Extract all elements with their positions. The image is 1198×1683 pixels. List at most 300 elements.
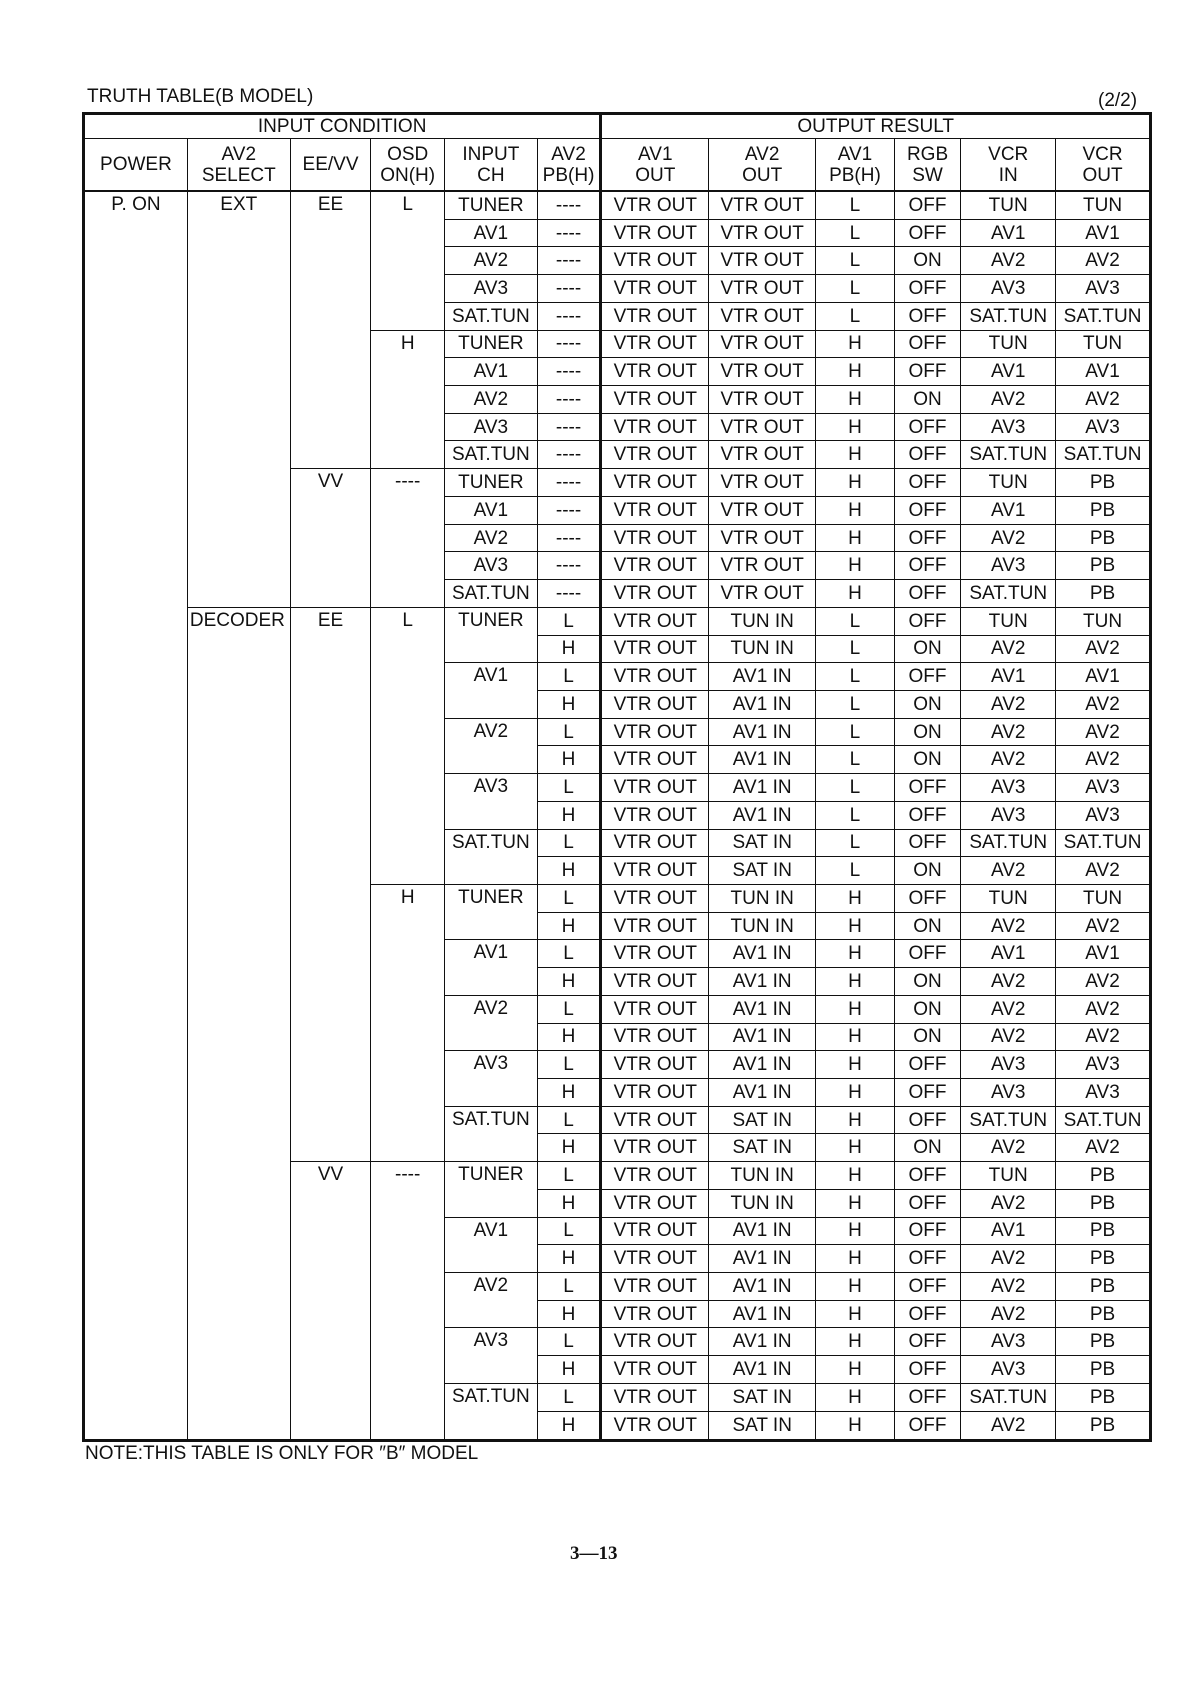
table-cell: PB xyxy=(1056,1356,1151,1384)
table-cell: L xyxy=(816,302,895,330)
table-row xyxy=(84,191,1151,219)
table-cell: PB xyxy=(1056,524,1151,552)
table-cell: AV3 xyxy=(444,552,537,580)
table-cell: L xyxy=(371,191,445,330)
table-row xyxy=(84,607,1151,635)
column-header-row xyxy=(84,139,1151,192)
table-cell: L xyxy=(537,884,601,912)
table-cell: H xyxy=(816,358,895,386)
page-title: TRUTH TABLE(B MODEL) xyxy=(87,86,314,107)
table-cell: SAT.TUN xyxy=(1056,441,1151,469)
table-cell: AV2 xyxy=(961,247,1056,275)
table-cell: AV3 xyxy=(961,1079,1056,1107)
table-cell: L xyxy=(537,995,601,1023)
column-header-line: CH xyxy=(477,164,505,186)
table-cell: PB xyxy=(1056,1189,1151,1217)
table-cell: VTR OUT xyxy=(601,884,709,912)
table-cell: L xyxy=(537,1328,601,1356)
table-cell: SAT.TUN xyxy=(444,441,537,469)
table-cell: L xyxy=(537,774,601,802)
table-cell: H xyxy=(816,524,895,552)
table-cell: TUN xyxy=(1056,191,1151,219)
table-cell: SAT.TUN xyxy=(444,1383,537,1440)
table-cell: AV2 xyxy=(1056,912,1151,940)
table-cell: VTR OUT xyxy=(601,1383,709,1411)
table-cell: H xyxy=(537,1356,601,1384)
table-cell: OFF xyxy=(894,496,961,524)
group-header-row xyxy=(84,114,1151,139)
table-cell: TUN IN xyxy=(709,1162,816,1190)
table-note: NOTE:THIS TABLE IS ONLY FOR ″B″ MODEL xyxy=(85,1443,479,1464)
table-cell: H xyxy=(537,1023,601,1051)
column-header xyxy=(537,139,601,192)
table-cell: OFF xyxy=(894,358,961,386)
table-cell: AV2 xyxy=(961,690,1056,718)
table-cell: AV1 IN xyxy=(709,968,816,996)
table-cell: H xyxy=(537,746,601,774)
column-header xyxy=(84,139,188,192)
table-cell: VTR OUT xyxy=(601,386,709,414)
table-cell: H xyxy=(816,995,895,1023)
table-cell: H xyxy=(816,1162,895,1190)
table-cell: TUN xyxy=(961,884,1056,912)
table-cell: AV2 xyxy=(1056,690,1151,718)
table-cell: OFF xyxy=(894,469,961,497)
table-cell: H xyxy=(816,1134,895,1162)
table-cell: VTR OUT xyxy=(601,191,709,219)
table-cell: VTR OUT xyxy=(601,552,709,580)
table-cell: OFF xyxy=(894,552,961,580)
table-cell: OFF xyxy=(894,1162,961,1190)
table-cell: VTR OUT xyxy=(601,746,709,774)
table-cell: TUN IN xyxy=(709,607,816,635)
table-cell: L xyxy=(816,219,895,247)
table-cell: VTR OUT xyxy=(601,801,709,829)
table-cell: VTR OUT xyxy=(709,441,816,469)
table-cell: AV1 xyxy=(444,496,537,524)
truth-table-body xyxy=(84,191,1151,1441)
table-cell: OFF xyxy=(894,607,961,635)
table-cell: ---- xyxy=(371,469,445,608)
table-cell: AV1 IN xyxy=(709,1023,816,1051)
column-header-line: IN xyxy=(998,164,1018,186)
table-cell: AV1 IN xyxy=(709,663,816,691)
table-cell: AV3 xyxy=(1056,413,1151,441)
table-cell: H xyxy=(537,1411,601,1440)
column-header xyxy=(816,139,895,192)
truth-table xyxy=(82,112,1152,1442)
table-cell: PB xyxy=(1056,469,1151,497)
table-cell: SAT.TUN xyxy=(961,1106,1056,1134)
table-cell: PB xyxy=(1056,1383,1151,1411)
table-cell: P. ON xyxy=(84,191,188,1441)
table-cell: DECODER xyxy=(187,607,290,1440)
table-cell: AV3 xyxy=(961,1328,1056,1356)
table-cell: TUNER xyxy=(444,191,537,219)
table-cell: H xyxy=(537,1245,601,1273)
column-header-line: ON(H) xyxy=(380,164,436,186)
column-header-line: AV1 xyxy=(837,143,873,165)
table-cell: AV1 xyxy=(1056,219,1151,247)
table-cell: OFF xyxy=(894,441,961,469)
table-cell: VTR OUT xyxy=(601,302,709,330)
table-cell: AV2 xyxy=(961,857,1056,885)
table-cell: SAT IN xyxy=(709,1411,816,1440)
table-cell: AV3 xyxy=(1056,1051,1151,1079)
page-number: 3—13 xyxy=(570,1543,618,1564)
table-cell: ON xyxy=(894,386,961,414)
table-cell: VTR OUT xyxy=(709,302,816,330)
table-cell: SAT.TUN xyxy=(961,1383,1056,1411)
table-cell: TUN xyxy=(961,1162,1056,1190)
table-cell: AV1 xyxy=(1056,940,1151,968)
table-cell: VTR OUT xyxy=(709,358,816,386)
table-cell: H xyxy=(537,1134,601,1162)
table-cell: ---- xyxy=(537,552,601,580)
column-header xyxy=(444,139,537,192)
table-cell: VTR OUT xyxy=(601,1189,709,1217)
table-cell: SAT.TUN xyxy=(961,829,1056,857)
table-cell: AV2 xyxy=(444,718,537,773)
column-header-line: POWER xyxy=(100,154,172,175)
table-cell: VTR OUT xyxy=(601,912,709,940)
table-cell: AV2 xyxy=(961,1189,1056,1217)
table-cell: OFF xyxy=(894,884,961,912)
table-cell: AV1 xyxy=(444,219,537,247)
table-cell: AV2 xyxy=(961,1273,1056,1301)
table-cell: TUNER xyxy=(444,330,537,358)
table-cell: AV2 xyxy=(961,718,1056,746)
table-cell: L xyxy=(816,774,895,802)
table-cell: ---- xyxy=(537,580,601,608)
table-cell: AV1 IN xyxy=(709,995,816,1023)
table-cell: L xyxy=(371,607,445,884)
table-cell: L xyxy=(537,1217,601,1245)
table-cell: VTR OUT xyxy=(601,718,709,746)
column-header-line: AV2 xyxy=(744,143,780,165)
table-cell: VTR OUT xyxy=(601,247,709,275)
table-cell: EXT xyxy=(187,191,290,607)
table-cell: ON xyxy=(894,635,961,663)
table-cell: VTR OUT xyxy=(601,940,709,968)
table-cell: PB xyxy=(1056,1162,1151,1190)
table-cell: SAT.TUN xyxy=(961,580,1056,608)
table-cell: AV1 IN xyxy=(709,1245,816,1273)
table-cell: OFF xyxy=(894,829,961,857)
table-cell: ---- xyxy=(537,413,601,441)
table-cell: AV1 xyxy=(1056,358,1151,386)
table-cell: VTR OUT xyxy=(709,191,816,219)
table-cell: AV3 xyxy=(444,413,537,441)
table-cell: VTR OUT xyxy=(601,413,709,441)
table-cell: AV3 xyxy=(1056,774,1151,802)
column-header xyxy=(894,139,961,192)
table-cell: AV3 xyxy=(444,1051,537,1106)
table-cell: H xyxy=(371,330,445,469)
table-cell: H xyxy=(816,330,895,358)
table-cell: VTR OUT xyxy=(601,690,709,718)
table-cell: OFF xyxy=(894,330,961,358)
table-cell: AV2 xyxy=(444,524,537,552)
table-cell: AV1 xyxy=(961,219,1056,247)
table-cell: AV1 IN xyxy=(709,1356,816,1384)
table-cell: VTR OUT xyxy=(601,857,709,885)
table-cell: AV2 xyxy=(1056,968,1151,996)
table-cell: ---- xyxy=(537,496,601,524)
table-cell: H xyxy=(816,1300,895,1328)
table-cell: ON xyxy=(894,857,961,885)
table-cell: AV1 IN xyxy=(709,1273,816,1301)
table-cell: L xyxy=(537,1383,601,1411)
column-header xyxy=(290,139,371,192)
table-cell: AV3 xyxy=(1056,275,1151,303)
table-cell: L xyxy=(537,1051,601,1079)
table-cell: AV1 IN xyxy=(709,940,816,968)
table-cell: H xyxy=(816,968,895,996)
table-cell: L xyxy=(816,829,895,857)
table-cell: AV1 xyxy=(444,1217,537,1272)
table-cell: ON xyxy=(894,247,961,275)
table-cell: L xyxy=(537,607,601,635)
table-cell: VTR OUT xyxy=(601,1079,709,1107)
table-cell: OFF xyxy=(894,940,961,968)
table-cell: SAT.TUN xyxy=(444,302,537,330)
column-header-line: SELECT xyxy=(201,164,276,186)
table-cell: OFF xyxy=(894,1273,961,1301)
table-cell: OFF xyxy=(894,774,961,802)
table-cell: AV1 IN xyxy=(709,690,816,718)
table-cell: H xyxy=(537,912,601,940)
table-cell: AV2 xyxy=(961,386,1056,414)
table-cell: VTR OUT xyxy=(709,330,816,358)
table-cell: AV2 xyxy=(1056,247,1151,275)
table-cell: VTR OUT xyxy=(709,469,816,497)
column-header-line: PB(H) xyxy=(542,164,595,186)
table-cell: OFF xyxy=(894,524,961,552)
table-cell: L xyxy=(816,607,895,635)
table-cell: AV1 xyxy=(961,358,1056,386)
table-cell: AV3 xyxy=(444,275,537,303)
table-cell: AV2 xyxy=(961,1300,1056,1328)
column-header-line: OSD xyxy=(387,143,429,165)
table-cell: VV xyxy=(290,469,371,608)
table-cell: PB xyxy=(1056,1328,1151,1356)
table-cell: SAT.TUN xyxy=(1056,302,1151,330)
table-cell: TUN xyxy=(961,191,1056,219)
table-cell: AV2 xyxy=(1056,1134,1151,1162)
table-cell: ON xyxy=(894,995,961,1023)
table-cell: ---- xyxy=(537,358,601,386)
table-cell: VTR OUT xyxy=(601,995,709,1023)
table-cell: PB xyxy=(1056,1300,1151,1328)
table-cell: VTR OUT xyxy=(601,524,709,552)
table-cell: TUN xyxy=(1056,330,1151,358)
column-header xyxy=(187,139,290,192)
table-cell: AV2 xyxy=(1056,995,1151,1023)
table-cell: VTR OUT xyxy=(709,524,816,552)
table-cell: PB xyxy=(1056,552,1151,580)
column-header-line: VCR xyxy=(1082,143,1123,165)
table-cell: VTR OUT xyxy=(601,968,709,996)
table-cell: L xyxy=(816,191,895,219)
table-cell: AV2 xyxy=(961,1411,1056,1440)
table-cell: L xyxy=(537,829,601,857)
table-cell: AV1 xyxy=(444,663,537,718)
table-cell: H xyxy=(816,552,895,580)
table-cell: VTR OUT xyxy=(601,219,709,247)
table-cell: OFF xyxy=(894,1079,961,1107)
table-cell: VTR OUT xyxy=(601,441,709,469)
table-cell: VTR OUT xyxy=(709,219,816,247)
table-cell: AV3 xyxy=(961,1051,1056,1079)
table-cell: VTR OUT xyxy=(601,663,709,691)
table-cell: AV2 xyxy=(444,386,537,414)
table-cell: ---- xyxy=(537,191,601,219)
table-cell: H xyxy=(537,801,601,829)
table-cell: AV2 xyxy=(961,635,1056,663)
table-cell: OFF xyxy=(894,1356,961,1384)
table-cell: AV2 xyxy=(1056,635,1151,663)
table-cell: H xyxy=(816,940,895,968)
column-header-line: AV1 xyxy=(638,143,673,165)
table-cell: AV1 xyxy=(961,1217,1056,1245)
table-cell: ON xyxy=(894,1134,961,1162)
table-cell: ---- xyxy=(537,524,601,552)
table-cell: AV3 xyxy=(1056,1079,1151,1107)
table-cell: AV2 xyxy=(1056,386,1151,414)
table-cell: H xyxy=(816,1273,895,1301)
column-header xyxy=(961,139,1056,192)
column-header xyxy=(709,139,816,192)
column-header-line: INPUT xyxy=(462,143,520,165)
table-cell: AV3 xyxy=(444,1328,537,1383)
table-cell: H xyxy=(816,496,895,524)
table-cell: VTR OUT xyxy=(601,580,709,608)
table-cell: H xyxy=(537,1079,601,1107)
table-cell: TUN IN xyxy=(709,635,816,663)
table-cell: AV3 xyxy=(1056,801,1151,829)
table-cell: VTR OUT xyxy=(601,1245,709,1273)
table-cell: TUNER xyxy=(444,607,537,662)
table-cell: ---- xyxy=(537,441,601,469)
table-cell: TUN IN xyxy=(709,1189,816,1217)
table-cell: H xyxy=(816,1051,895,1079)
table-cell: OFF xyxy=(894,663,961,691)
table-cell: H xyxy=(816,386,895,414)
table-cell: L xyxy=(816,690,895,718)
table-cell: VTR OUT xyxy=(709,552,816,580)
table-cell: L xyxy=(816,746,895,774)
table-cell: OFF xyxy=(894,1328,961,1356)
table-cell: AV3 xyxy=(444,774,537,829)
table-cell: H xyxy=(816,1189,895,1217)
table-cell: OFF xyxy=(894,1051,961,1079)
table-cell: L xyxy=(816,247,895,275)
table-cell: VTR OUT xyxy=(601,496,709,524)
table-cell: VTR OUT xyxy=(601,275,709,303)
table-cell: VTR OUT xyxy=(601,1300,709,1328)
table-cell: SAT.TUN xyxy=(444,580,537,608)
table-cell: H xyxy=(816,441,895,469)
table-cell: PB xyxy=(1056,1217,1151,1245)
table-cell: H xyxy=(537,635,601,663)
table-cell: SAT.TUN xyxy=(961,302,1056,330)
table-cell: OFF xyxy=(894,1217,961,1245)
table-cell: TUN xyxy=(961,469,1056,497)
table-cell: H xyxy=(537,857,601,885)
table-cell: AV1 IN xyxy=(709,801,816,829)
input-condition-header: INPUT CONDITION xyxy=(84,114,601,139)
table-cell: H xyxy=(816,1328,895,1356)
table-cell: TUN xyxy=(1056,884,1151,912)
table-cell: H xyxy=(537,690,601,718)
table-cell: SAT IN xyxy=(709,829,816,857)
table-cell: AV1 IN xyxy=(709,746,816,774)
table-cell: ---- xyxy=(537,386,601,414)
table-cell: OFF xyxy=(894,275,961,303)
table-cell: OFF xyxy=(894,413,961,441)
table-cell: VTR OUT xyxy=(601,358,709,386)
table-cell: AV2 xyxy=(961,1245,1056,1273)
table-cell: OFF xyxy=(894,302,961,330)
table-cell: AV1 IN xyxy=(709,1300,816,1328)
table-cell: VTR OUT xyxy=(601,1106,709,1134)
table-cell: H xyxy=(816,580,895,608)
table-cell: VTR OUT xyxy=(709,247,816,275)
table-cell: OFF xyxy=(894,1300,961,1328)
table-cell: PB xyxy=(1056,1245,1151,1273)
table-cell: AV1 IN xyxy=(709,1328,816,1356)
table-cell: AV1 xyxy=(1056,663,1151,691)
table-cell: AV1 IN xyxy=(709,774,816,802)
table-cell: AV2 xyxy=(444,1273,537,1328)
table-cell: EE xyxy=(290,607,371,1161)
table-cell: AV3 xyxy=(961,552,1056,580)
table-cell: ON xyxy=(894,718,961,746)
table-cell: L xyxy=(816,857,895,885)
table-cell: AV2 xyxy=(444,247,537,275)
table-cell: TUNER xyxy=(444,884,537,939)
table-cell: H xyxy=(816,1411,895,1440)
table-cell: SAT.TUN xyxy=(1056,829,1151,857)
column-header-line: PB(H) xyxy=(829,164,881,186)
table-cell: TUN xyxy=(1056,607,1151,635)
table-cell: OFF xyxy=(894,580,961,608)
table-cell: PB xyxy=(1056,1273,1151,1301)
table-cell: L xyxy=(816,275,895,303)
column-header-line: SW xyxy=(912,164,943,186)
table-cell: VTR OUT xyxy=(601,607,709,635)
table-cell: SAT.TUN xyxy=(444,1106,537,1161)
table-cell: AV1 IN xyxy=(709,718,816,746)
table-cell: VTR OUT xyxy=(601,774,709,802)
table-cell: AV2 xyxy=(961,524,1056,552)
table-cell: ---- xyxy=(537,275,601,303)
page-indicator: (2/2) xyxy=(1098,90,1138,111)
table-cell: H xyxy=(537,968,601,996)
table-cell: ON xyxy=(894,912,961,940)
table-cell: TUN IN xyxy=(709,884,816,912)
table-cell: OFF xyxy=(894,801,961,829)
table-cell: VTR OUT xyxy=(601,1162,709,1190)
table-cell: L xyxy=(537,718,601,746)
table-cell: H xyxy=(816,1356,895,1384)
table-cell: ---- xyxy=(537,330,601,358)
column-header xyxy=(371,139,445,192)
table-cell: L xyxy=(537,1106,601,1134)
table-cell: L xyxy=(816,718,895,746)
table-cell: L xyxy=(537,940,601,968)
